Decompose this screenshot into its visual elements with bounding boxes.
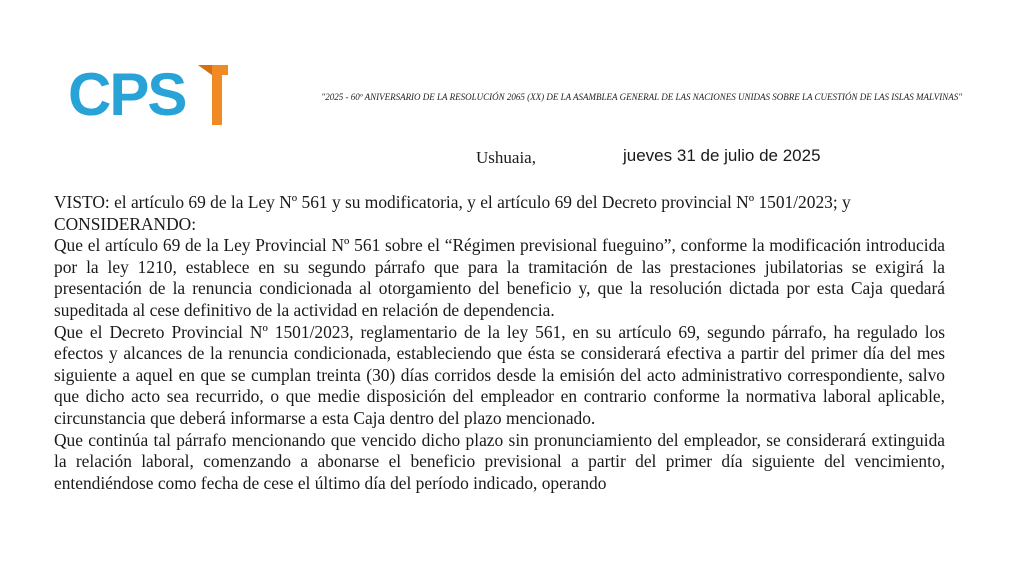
commemorative-header: "2025 - 60º ANIVERSARIO DE LA RESOLUCIÓN 2065 (XX) DE LA ASAMBLEA GENERAL DE LAS NACIONES UNIDAS SOBRE LA CUESTIÓN DE LAS ISLAS MALVINAS" [321, 92, 962, 102]
logo-text: CPS [68, 61, 186, 128]
visto-paragraph: VISTO: el artículo 69 de la Ley Nº 561 y su modificatoria, y el artículo 69 del Decreto provincial Nº 1501/2023; y [54, 192, 851, 212]
considerando-heading: CONSIDERANDO: [54, 213, 197, 234]
document-date: jueves 31 de julio de 2025 [623, 146, 821, 165]
document-body [54, 192, 945, 494]
document-place: Ushuaia, [476, 148, 536, 167]
body-paragraph: Que el artículo 69 de la Ley Provincial Nº 561 sobre el “Régimen previsional fueguino”, conforme la modificación introducida por la ley 1210, establece en su segundo párrafo que para la tramitación de las prestaciones jubilatorias se exigirá la presentación de la renuncia condicionada al otorgamiento del beneficio y, que la resolución dictada por esta Caja quedará supeditada al cese definitivo de la actividad en relación de dependencia. [54, 235, 945, 320]
logo-mark-icon [198, 63, 228, 125]
body-paragraph: Que continúa tal párrafo mencionando que vencido dicho plazo sin pronunciamiento del empleador, se considerará extinguida la relación laboral, comenzando a abonarse el beneficio previsional a partir del primer día siguiente del vencimiento, entendiéndose como fecha de cese el último día del período indicado, operando [54, 429, 945, 493]
cps-logo [68, 63, 228, 127]
body-paragraph: Que el Decreto Provincial Nº 1501/2023, reglamentario de la ley 561, en su artículo 69, segundo párrafo, ha regulado los efectos y alcances de la renuncia condicionada, estableciendo que ésta se considerará efectiva a partir del primer día del mes siguiente a aquel en que se cumplan treinta (30) días corridos desde la emisión del acto administrativo correspondiente, salvo que dicho acto sea recurrido, o que medie disposición del empleador en contrario conforme la normativa laboral aplicable, circunstancia que deberá informarse a esta Caja dentro del plazo mencionado. [54, 321, 945, 428]
